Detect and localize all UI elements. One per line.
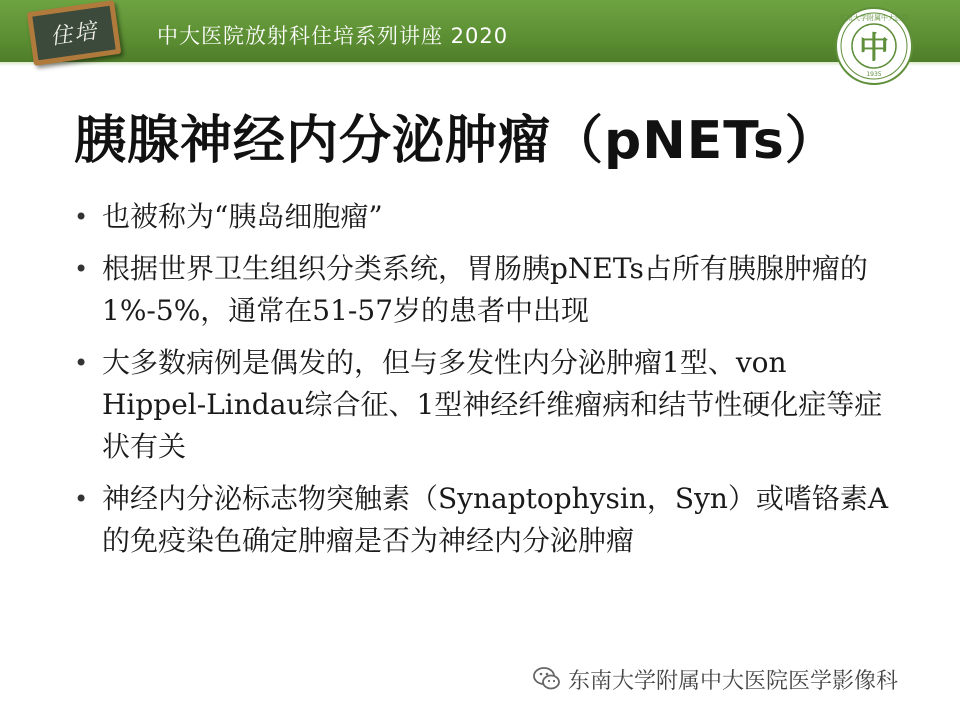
badge-text: 住培 [48, 18, 100, 51]
bullet-dot-icon: • [74, 485, 89, 513]
lecture-series-title: 中大医院放射科住培系列讲座 2020 [157, 24, 509, 48]
bullet-item [74, 342, 894, 468]
bullet-item [74, 248, 894, 332]
slide-title: 胰腺神经内分泌肿瘤（pNETs） [74, 111, 838, 171]
bullet-text: 大多数病例是偶发的，但与多发性内分泌肿瘤1型、von Hippel-Lindau综合征、1型神经纤维瘤病和结节性硬化症等症状有关 [102, 346, 883, 463]
hospital-logo [826, 6, 922, 102]
bullet-item [74, 196, 894, 238]
header-divider [0, 62, 960, 66]
wechat-icon [532, 664, 562, 694]
bullet-text: 根据世界卫生组织分类系统，胃肠胰pNETs占所有胰腺肿瘤的1%-5%，通常在51-57岁的患者中出现 [102, 252, 868, 327]
bullet-dot-icon: • [74, 203, 89, 231]
watermark-footer [532, 660, 932, 700]
bullet-text: 也被称为“胰岛细胞瘤” [102, 200, 383, 233]
logo-outer-text: 东南大学附属中大医院 [839, 14, 909, 22]
bullet-list [74, 196, 894, 572]
watermark-text: 东南大学附属中大医院医学影像科 [568, 669, 899, 694]
logo-glyph: 中 [859, 31, 889, 66]
bullet-item [74, 478, 894, 562]
logo-year: 1935 [866, 71, 882, 78]
bullet-dot-icon: • [74, 349, 89, 377]
bullet-dot-icon: • [74, 255, 89, 283]
hospital-seal-icon [826, 6, 922, 102]
bullet-text: 神经内分泌标志物突触素（Synaptophysin，Syn）或嗜铬素A的免疫染色确定肿瘤是否为神经内分泌肿瘤 [102, 482, 889, 557]
